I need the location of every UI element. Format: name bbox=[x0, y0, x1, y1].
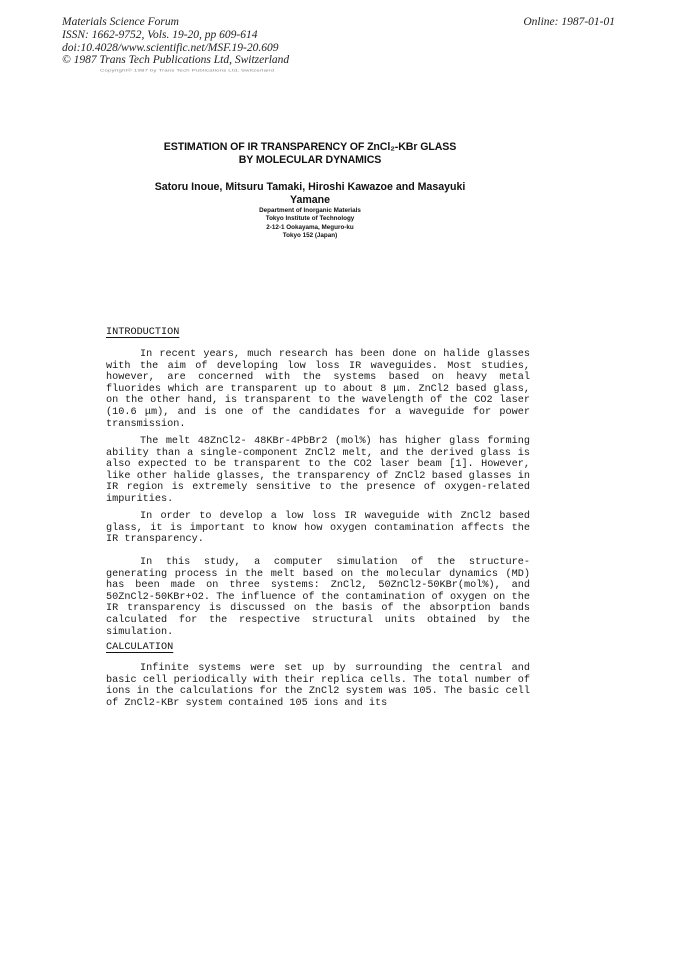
calc-paragraph-1 bbox=[106, 663, 530, 709]
affiliation bbox=[120, 207, 500, 241]
doi-line: doi:10.4028/www.scientific.net/MSF.19-20.609 bbox=[62, 41, 279, 54]
affiliation-city: Tokyo 152 (Japan) bbox=[282, 232, 338, 240]
author-list bbox=[120, 181, 500, 207]
intro-paragraph-3 bbox=[106, 511, 530, 546]
paragraph-text: In this study, a computer simulation of the structure-generating process in the melt based on the molecular dynamics (MD) has been made on three systems: ZnCl2, 50ZnCl2-50KBr(mol%), and 50ZnCl2-50KBr+O2. The influence of the contamination of oxygen on the IR transparency is discussed on the basis of the absorption bands calculated for the respective structural units obtained by the simulation. bbox=[106, 557, 530, 638]
affiliation-dept: Department of Inorganic Materials bbox=[259, 207, 361, 214]
title-line-1: ESTIMATION OF IR TRANSPARENCY OF ZnCl₂-KBr GLASS bbox=[163, 141, 457, 153]
issn-line: ISSN: 1662-9752, Vols. 19-20, pp 609-614 bbox=[62, 28, 258, 41]
intro-paragraph-1 bbox=[106, 349, 530, 430]
paragraph-text: The melt 48ZnCl2- 48KBr-4PbBr2 (mol%) has higher glass forming ability than a single-component ZnCl2 melt, and the derived glass is also expected to be transparent to the CO2 laser beam [1]. However, like other halide glasses, the transparency of ZnCl2 based glasses in IR region is extremely sensitive to the presence of oxygen-related impurities. bbox=[106, 436, 530, 505]
paper-title bbox=[120, 141, 500, 166]
intro-paragraph-4 bbox=[106, 557, 530, 638]
online-date: Online: 1987-01-01 bbox=[523, 16, 615, 28]
authors-line-1: Satoru Inoue, Mitsuru Tamaki, Hiroshi Kawazoe and Masayuki bbox=[154, 181, 466, 193]
affiliation-address: 2-12-1 Ookayama, Meguro-ku bbox=[266, 223, 354, 231]
copyright-line: © 1987 Trans Tech Publications Ltd, Switzerland bbox=[62, 54, 290, 67]
introduction-heading: INTRODUCTION bbox=[106, 327, 180, 338]
journal-name: Materials Science Forum bbox=[62, 16, 179, 28]
affiliation-institute: Tokyo Institute of Technology bbox=[265, 215, 355, 223]
paragraph-text: Infinite systems were set up by surrounding the central and basic cell periodically with their replica cells. The total number of ions in the calculations for the ZnCl2 system was 105. The basic cell of ZnCl2-KBr system contained 105 ions and its bbox=[106, 663, 530, 709]
intro-paragraph-2 bbox=[106, 436, 530, 506]
calculation-heading: CALCULATION bbox=[106, 642, 174, 653]
journal-header bbox=[62, 16, 289, 67]
authors-line-2: Yamane bbox=[289, 193, 331, 206]
title-line-2: BY MOLECULAR DYNAMICS bbox=[238, 153, 382, 166]
copyright-stamp: Copyright© 1987 by Trans Tech Publications Ltd, Switzerland bbox=[100, 69, 275, 73]
paragraph-text: In recent years, much research has been done on halide glasses with the aim of developing low loss IR waveguides. Most studies, however, are concerned with the systems based on heavy metal fluorides which are transparent up to about 8 μm. ZnCl2 based glass, on the other hand, is transparent to the wavelength of the CO2 laser (10.6 μm), and is one of the candidates for a waveguide for power transmission. bbox=[106, 349, 530, 430]
paragraph-text: In order to develop a low loss IR waveguide with ZnCl2 based glass, it is important to know how oxygen contamination affects the IR transparency. bbox=[106, 511, 530, 546]
